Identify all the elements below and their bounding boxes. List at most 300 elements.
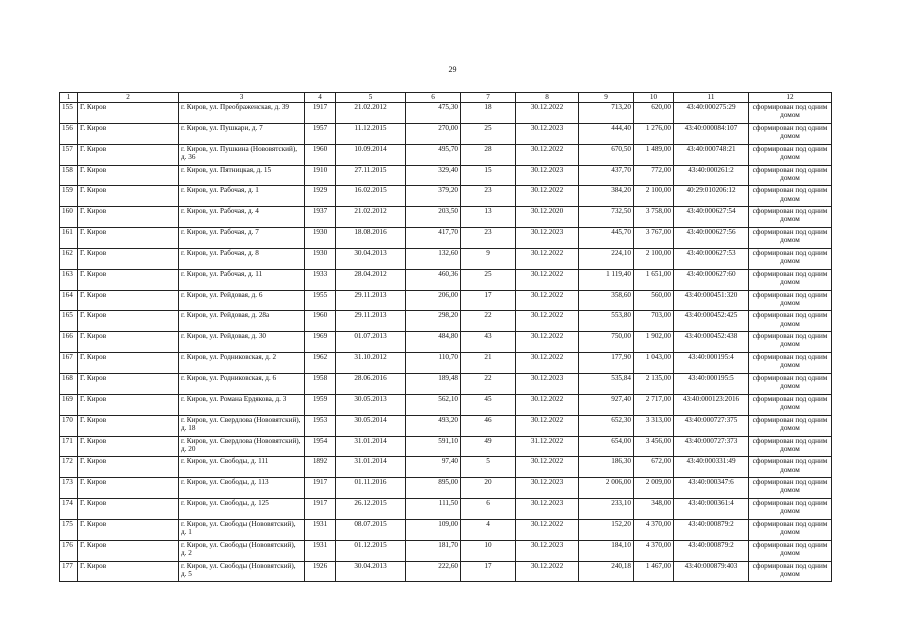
- planned-date-cell: 30.12.2022: [516, 415, 579, 436]
- locality-cell: Г. Киров: [78, 373, 179, 394]
- date-cell: 27.11.2015: [336, 165, 406, 186]
- planned-date-cell: 30.12.2022: [516, 353, 579, 374]
- address-cell: г. Киров, ул. Родниковская, д. 6: [179, 373, 305, 394]
- residents-cell: 18: [461, 103, 516, 124]
- land-area-cell: 2 135,00: [634, 373, 674, 394]
- address-cell: г. Киров, ул. Свободы, д. 111: [179, 457, 305, 478]
- residents-cell: 10: [461, 540, 516, 561]
- locality-cell: Г. Киров: [78, 186, 179, 207]
- address-cell: г. Киров, ул. Пятницкая, д. 15: [179, 165, 305, 186]
- date-cell: 29.11.2013: [336, 311, 406, 332]
- date-cell: 01.12.2015: [336, 540, 406, 561]
- land-status-cell: сформирован под одним домом: [749, 228, 832, 249]
- row-number-cell: 157: [60, 144, 78, 165]
- row-number-cell: 168: [60, 373, 78, 394]
- planned-date-cell: 30.12.2022: [516, 248, 579, 269]
- row-number-cell: 160: [60, 207, 78, 228]
- address-cell: г. Киров, ул. Рейдовая, д. 28а: [179, 311, 305, 332]
- locality-cell: Г. Киров: [78, 499, 179, 520]
- date-cell: 18.08.2016: [336, 228, 406, 249]
- table-row: [60, 186, 832, 207]
- date-cell: 26.12.2015: [336, 499, 406, 520]
- land-status-cell: сформирован под одним домом: [749, 540, 832, 561]
- column-header: 5: [336, 93, 406, 103]
- land-status-cell: сформирован под одним домом: [749, 207, 832, 228]
- cadastral-number-cell: 43:40:000627:60: [674, 269, 749, 290]
- total-area-cell: 445,70: [579, 228, 634, 249]
- table-row: [60, 228, 832, 249]
- date-cell: 31.01.2014: [336, 436, 406, 457]
- address-cell: г. Киров, ул. Свободы (Нововятский), д. 2: [179, 540, 305, 561]
- cadastral-number-cell: 43:40:000627:54: [674, 207, 749, 228]
- area-cell: 417,70: [406, 228, 461, 249]
- residents-cell: 46: [461, 415, 516, 436]
- row-number-cell: 172: [60, 457, 78, 478]
- row-number-cell: 173: [60, 478, 78, 499]
- residents-cell: 23: [461, 228, 516, 249]
- area-cell: 189,48: [406, 373, 461, 394]
- locality-cell: Г. Киров: [78, 332, 179, 353]
- land-status-cell: сформирован под одним домом: [749, 290, 832, 311]
- land-status-cell: сформирован под одним домом: [749, 123, 832, 144]
- planned-date-cell: 30.12.2022: [516, 269, 579, 290]
- address-cell: г. Киров, ул. Свободы (Нововятский), д. 5: [179, 561, 305, 582]
- land-area-cell: 1 902,00: [634, 332, 674, 353]
- table-row: [60, 499, 832, 520]
- residents-cell: 20: [461, 478, 516, 499]
- address-cell: г. Киров, ул. Романа Ердякова, д. 3: [179, 394, 305, 415]
- land-area-cell: 2 100,00: [634, 248, 674, 269]
- column-header: 9: [579, 93, 634, 103]
- residents-cell: 28: [461, 144, 516, 165]
- residents-cell: 5: [461, 457, 516, 478]
- land-status-cell: сформирован под одним домом: [749, 415, 832, 436]
- planned-date-cell: 30.12.2022: [516, 311, 579, 332]
- table-row: [60, 394, 832, 415]
- table-row: [60, 561, 832, 582]
- residents-cell: 13: [461, 207, 516, 228]
- page-number: 29: [448, 65, 457, 74]
- total-area-cell: 750,00: [579, 332, 634, 353]
- address-cell: г. Киров, ул. Рабочая, д. 8: [179, 248, 305, 269]
- row-number-cell: 171: [60, 436, 78, 457]
- date-cell: 28.06.2016: [336, 373, 406, 394]
- total-area-cell: 732,50: [579, 207, 634, 228]
- date-cell: 11.12.2015: [336, 123, 406, 144]
- planned-date-cell: 30.12.2022: [516, 457, 579, 478]
- locality-cell: Г. Киров: [78, 207, 179, 228]
- address-cell: г. Киров, ул. Свободы, д. 125: [179, 499, 305, 520]
- land-status-cell: сформирован под одним домом: [749, 332, 832, 353]
- year-built-cell: 1910: [305, 165, 336, 186]
- row-number-cell: 176: [60, 540, 78, 561]
- residents-cell: 49: [461, 436, 516, 457]
- row-number-cell: 165: [60, 311, 78, 332]
- residents-cell: 4: [461, 519, 516, 540]
- land-status-cell: сформирован под одним домом: [749, 186, 832, 207]
- total-area-cell: 553,80: [579, 311, 634, 332]
- address-cell: г. Киров, ул. Свердлова (Нововятский), д. 18: [179, 415, 305, 436]
- table-row: [60, 103, 832, 124]
- residents-cell: 22: [461, 373, 516, 394]
- table-row: [60, 123, 832, 144]
- residents-cell: 9: [461, 248, 516, 269]
- total-area-cell: 2 006,00: [579, 478, 634, 499]
- area-cell: 895,00: [406, 478, 461, 499]
- row-number-cell: 174: [60, 499, 78, 520]
- land-status-cell: сформирован под одним домом: [749, 457, 832, 478]
- planned-date-cell: 30.12.2023: [516, 540, 579, 561]
- locality-cell: Г. Киров: [78, 290, 179, 311]
- total-area-cell: 1 119,40: [579, 269, 634, 290]
- address-cell: г. Киров, ул. Рейдовая, д. 30: [179, 332, 305, 353]
- cadastral-number-cell: 43:40:000452:438: [674, 332, 749, 353]
- column-header: 11: [674, 93, 749, 103]
- table-row: [60, 269, 832, 290]
- cadastral-number-cell: 43:40:000361:4: [674, 499, 749, 520]
- total-area-cell: 927,40: [579, 394, 634, 415]
- planned-date-cell: 30.12.2023: [516, 123, 579, 144]
- table-row: [60, 519, 832, 540]
- locality-cell: Г. Киров: [78, 519, 179, 540]
- planned-date-cell: 30.12.2022: [516, 394, 579, 415]
- land-area-cell: 3 313,00: [634, 415, 674, 436]
- residents-cell: 25: [461, 123, 516, 144]
- row-number-cell: 177: [60, 561, 78, 582]
- column-header: 8: [516, 93, 579, 103]
- row-number-cell: 156: [60, 123, 78, 144]
- table-header-row: [60, 93, 832, 103]
- land-area-cell: 1 651,00: [634, 269, 674, 290]
- date-cell: 08.07.2015: [336, 519, 406, 540]
- total-area-cell: 654,00: [579, 436, 634, 457]
- total-area-cell: 358,60: [579, 290, 634, 311]
- land-area-cell: 2 009,00: [634, 478, 674, 499]
- locality-cell: Г. Киров: [78, 248, 179, 269]
- date-cell: 30.05.2013: [336, 394, 406, 415]
- residents-cell: 22: [461, 311, 516, 332]
- area-cell: 562,10: [406, 394, 461, 415]
- year-built-cell: 1930: [305, 228, 336, 249]
- table-row: [60, 540, 832, 561]
- year-built-cell: 1960: [305, 144, 336, 165]
- planned-date-cell: 30.12.2022: [516, 519, 579, 540]
- address-cell: г. Киров, ул. Пушкари, д. 7: [179, 123, 305, 144]
- column-header: 10: [634, 93, 674, 103]
- land-status-cell: сформирован под одним домом: [749, 144, 832, 165]
- table-row: [60, 415, 832, 436]
- date-cell: 28.04.2012: [336, 269, 406, 290]
- land-status-cell: сформирован под одним домом: [749, 165, 832, 186]
- planned-date-cell: 31.12.2022: [516, 436, 579, 457]
- area-cell: 493,20: [406, 415, 461, 436]
- residents-cell: 17: [461, 561, 516, 582]
- locality-cell: Г. Киров: [78, 269, 179, 290]
- locality-cell: Г. Киров: [78, 353, 179, 374]
- cadastral-number-cell: 43:40:000451:320: [674, 290, 749, 311]
- land-status-cell: сформирован под одним домом: [749, 353, 832, 374]
- residents-cell: 25: [461, 269, 516, 290]
- cadastral-number-cell: 43:40:000748:21: [674, 144, 749, 165]
- land-area-cell: 3 456,00: [634, 436, 674, 457]
- planned-date-cell: 30.12.2022: [516, 561, 579, 582]
- year-built-cell: 1917: [305, 478, 336, 499]
- column-header: 3: [179, 93, 305, 103]
- row-number-cell: 158: [60, 165, 78, 186]
- area-cell: 484,80: [406, 332, 461, 353]
- cadastral-number-cell: 43:40:000727:373: [674, 436, 749, 457]
- locality-cell: Г. Киров: [78, 540, 179, 561]
- total-area-cell: 233,10: [579, 499, 634, 520]
- planned-date-cell: 30.12.2023: [516, 499, 579, 520]
- address-cell: г. Киров, ул. Пушкина (Нововятский), д. 36: [179, 144, 305, 165]
- area-cell: 495,70: [406, 144, 461, 165]
- year-built-cell: 1957: [305, 123, 336, 144]
- cadastral-number-cell: 43:40:000727:375: [674, 415, 749, 436]
- total-area-cell: 535,84: [579, 373, 634, 394]
- residents-cell: 17: [461, 290, 516, 311]
- land-status-cell: сформирован под одним домом: [749, 269, 832, 290]
- land-area-cell: 703,00: [634, 311, 674, 332]
- address-cell: г. Киров, ул. Родниковская, д. 2: [179, 353, 305, 374]
- date-cell: 01.07.2013: [336, 332, 406, 353]
- year-built-cell: 1930: [305, 248, 336, 269]
- land-status-cell: сформирован под одним домом: [749, 499, 832, 520]
- address-cell: г. Киров, ул. Преображенская, д. 39: [179, 103, 305, 124]
- column-header: 2: [78, 93, 179, 103]
- land-area-cell: 560,00: [634, 290, 674, 311]
- year-built-cell: 1962: [305, 353, 336, 374]
- area-cell: 475,30: [406, 103, 461, 124]
- cadastral-number-cell: 43:40:000879:2: [674, 519, 749, 540]
- table-row: [60, 248, 832, 269]
- total-area-cell: 444,40: [579, 123, 634, 144]
- housing-registry-table: [59, 92, 832, 582]
- total-area-cell: 186,30: [579, 457, 634, 478]
- table-body: [60, 103, 832, 582]
- land-area-cell: 4 370,00: [634, 540, 674, 561]
- year-built-cell: 1954: [305, 436, 336, 457]
- cadastral-number-cell: 43:40:000261:2: [674, 165, 749, 186]
- area-cell: 109,00: [406, 519, 461, 540]
- address-cell: г. Киров, ул. Рабочая, д. 4: [179, 207, 305, 228]
- cadastral-number-cell: 43:40:000195:5: [674, 373, 749, 394]
- date-cell: 16.02.2015: [336, 186, 406, 207]
- area-cell: 591,10: [406, 436, 461, 457]
- cadastral-number-cell: 43:40:000879:403: [674, 561, 749, 582]
- date-cell: 30.04.2013: [336, 561, 406, 582]
- planned-date-cell: 30.12.2023: [516, 478, 579, 499]
- area-cell: 181,70: [406, 540, 461, 561]
- land-area-cell: 1 276,00: [634, 123, 674, 144]
- area-cell: 222,60: [406, 561, 461, 582]
- row-number-cell: 175: [60, 519, 78, 540]
- year-built-cell: 1931: [305, 540, 336, 561]
- table-row: [60, 436, 832, 457]
- column-header: 12: [749, 93, 832, 103]
- year-built-cell: 1892: [305, 457, 336, 478]
- land-area-cell: 4 370,00: [634, 519, 674, 540]
- planned-date-cell: 30.12.2022: [516, 103, 579, 124]
- row-number-cell: 162: [60, 248, 78, 269]
- date-cell: 29.11.2013: [336, 290, 406, 311]
- locality-cell: Г. Киров: [78, 415, 179, 436]
- total-area-cell: 670,50: [579, 144, 634, 165]
- total-area-cell: 437,70: [579, 165, 634, 186]
- locality-cell: Г. Киров: [78, 311, 179, 332]
- cadastral-number-cell: 43:40:000627:53: [674, 248, 749, 269]
- planned-date-cell: 30.12.2022: [516, 290, 579, 311]
- planned-date-cell: 30.12.2022: [516, 186, 579, 207]
- land-status-cell: сформирован под одним домом: [749, 436, 832, 457]
- residents-cell: 21: [461, 353, 516, 374]
- year-built-cell: 1929: [305, 186, 336, 207]
- land-status-cell: сформирован под одним домом: [749, 478, 832, 499]
- date-cell: 31.10.2012: [336, 353, 406, 374]
- year-built-cell: 1937: [305, 207, 336, 228]
- area-cell: 460,36: [406, 269, 461, 290]
- date-cell: 01.11.2016: [336, 478, 406, 499]
- address-cell: г. Киров, ул. Рейдовая, д. 6: [179, 290, 305, 311]
- address-cell: г. Киров, ул. Свободы, д. 113: [179, 478, 305, 499]
- table-row: [60, 165, 832, 186]
- year-built-cell: 1931: [305, 519, 336, 540]
- area-cell: 110,70: [406, 353, 461, 374]
- total-area-cell: 177,90: [579, 353, 634, 374]
- land-status-cell: сформирован под одним домом: [749, 561, 832, 582]
- area-cell: 97,40: [406, 457, 461, 478]
- year-built-cell: 1958: [305, 373, 336, 394]
- locality-cell: Г. Киров: [78, 103, 179, 124]
- total-area-cell: 184,10: [579, 540, 634, 561]
- row-number-cell: 155: [60, 103, 78, 124]
- land-area-cell: 672,00: [634, 457, 674, 478]
- land-status-cell: сформирован под одним домом: [749, 103, 832, 124]
- locality-cell: Г. Киров: [78, 228, 179, 249]
- year-built-cell: 1917: [305, 499, 336, 520]
- land-status-cell: сформирован под одним домом: [749, 519, 832, 540]
- cadastral-number-cell: 43:40:000084:107: [674, 123, 749, 144]
- date-cell: 10.09.2014: [336, 144, 406, 165]
- land-status-cell: сформирован под одним домом: [749, 373, 832, 394]
- row-number-cell: 170: [60, 415, 78, 436]
- cadastral-number-cell: 43:40:000275:29: [674, 103, 749, 124]
- residents-cell: 23: [461, 186, 516, 207]
- total-area-cell: 384,20: [579, 186, 634, 207]
- cadastral-number-cell: 43:40:000331:49: [674, 457, 749, 478]
- locality-cell: Г. Киров: [78, 478, 179, 499]
- table-row: [60, 311, 832, 332]
- year-built-cell: 1953: [305, 415, 336, 436]
- locality-cell: Г. Киров: [78, 394, 179, 415]
- residents-cell: 15: [461, 165, 516, 186]
- row-number-cell: 169: [60, 394, 78, 415]
- table-row: [60, 207, 832, 228]
- land-status-cell: сформирован под одним домом: [749, 311, 832, 332]
- planned-date-cell: 30.12.2022: [516, 144, 579, 165]
- address-cell: г. Киров, ул. Свердлова (Нововятский), д. 20: [179, 436, 305, 457]
- residents-cell: 45: [461, 394, 516, 415]
- residents-cell: 43: [461, 332, 516, 353]
- land-area-cell: 620,00: [634, 103, 674, 124]
- area-cell: 132,60: [406, 248, 461, 269]
- column-header: 7: [461, 93, 516, 103]
- row-number-cell: 166: [60, 332, 78, 353]
- land-area-cell: 1 467,00: [634, 561, 674, 582]
- year-built-cell: 1969: [305, 332, 336, 353]
- row-number-cell: 163: [60, 269, 78, 290]
- area-cell: 111,50: [406, 499, 461, 520]
- column-header: 1: [60, 93, 78, 103]
- land-area-cell: 772,00: [634, 165, 674, 186]
- land-status-cell: сформирован под одним домом: [749, 394, 832, 415]
- locality-cell: Г. Киров: [78, 457, 179, 478]
- total-area-cell: 652,30: [579, 415, 634, 436]
- land-status-cell: сформирован под одним домом: [749, 248, 832, 269]
- row-number-cell: 167: [60, 353, 78, 374]
- area-cell: 270,00: [406, 123, 461, 144]
- land-area-cell: 3 767,00: [634, 228, 674, 249]
- planned-date-cell: 30.12.2023: [516, 228, 579, 249]
- table-row: [60, 290, 832, 311]
- land-area-cell: 348,00: [634, 499, 674, 520]
- address-cell: г. Киров, ул. Рабочая, д. 7: [179, 228, 305, 249]
- planned-date-cell: 30.12.2020: [516, 207, 579, 228]
- year-built-cell: 1917: [305, 103, 336, 124]
- land-area-cell: 3 758,00: [634, 207, 674, 228]
- table-row: [60, 332, 832, 353]
- area-cell: 206,00: [406, 290, 461, 311]
- column-header: 6: [406, 93, 461, 103]
- year-built-cell: 1926: [305, 561, 336, 582]
- cadastral-number-cell: 40:29:010206:12: [674, 186, 749, 207]
- table-row: [60, 373, 832, 394]
- area-cell: 379,20: [406, 186, 461, 207]
- total-area-cell: 240,18: [579, 561, 634, 582]
- address-cell: г. Киров, ул. Рабочая, д. 1: [179, 186, 305, 207]
- area-cell: 329,40: [406, 165, 461, 186]
- year-built-cell: 1955: [305, 290, 336, 311]
- planned-date-cell: 30.12.2023: [516, 165, 579, 186]
- table-row: [60, 353, 832, 374]
- table-row: [60, 144, 832, 165]
- row-number-cell: 159: [60, 186, 78, 207]
- land-area-cell: 1 489,00: [634, 144, 674, 165]
- land-area-cell: 2 717,00: [634, 394, 674, 415]
- cadastral-number-cell: 43:40:000195:4: [674, 353, 749, 374]
- date-cell: 31.01.2014: [336, 457, 406, 478]
- address-cell: г. Киров, ул. Свободы (Нововятский), д. 1: [179, 519, 305, 540]
- table-row: [60, 478, 832, 499]
- year-built-cell: 1959: [305, 394, 336, 415]
- date-cell: 30.04.2013: [336, 248, 406, 269]
- planned-date-cell: 30.12.2022: [516, 332, 579, 353]
- cadastral-number-cell: 43:40:000123:2016: [674, 394, 749, 415]
- date-cell: 21.02.2012: [336, 103, 406, 124]
- planned-date-cell: 30.12.2023: [516, 373, 579, 394]
- locality-cell: Г. Киров: [78, 561, 179, 582]
- locality-cell: Г. Киров: [78, 123, 179, 144]
- cadastral-number-cell: 43:40:000452:425: [674, 311, 749, 332]
- address-cell: г. Киров, ул. Рабочая, д. 11: [179, 269, 305, 290]
- year-built-cell: 1960: [305, 311, 336, 332]
- cadastral-number-cell: 43:40:000879:2: [674, 540, 749, 561]
- date-cell: 30.05.2014: [336, 415, 406, 436]
- table-row: [60, 457, 832, 478]
- row-number-cell: 161: [60, 228, 78, 249]
- land-area-cell: 2 100,00: [634, 186, 674, 207]
- locality-cell: Г. Киров: [78, 144, 179, 165]
